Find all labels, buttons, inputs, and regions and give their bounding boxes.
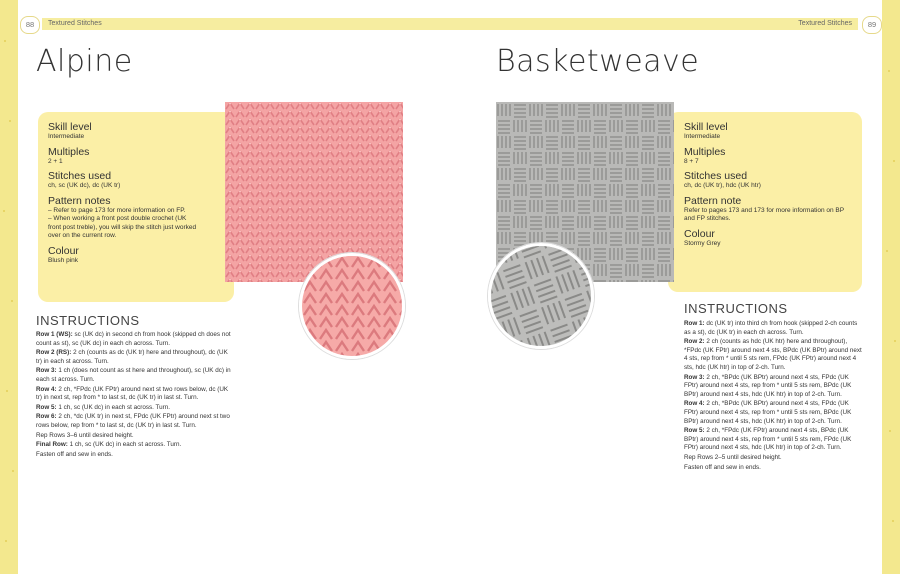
basketweave-info-panel [668, 112, 862, 292]
instruction-row [684, 374, 862, 400]
page-number-left: 88 [20, 16, 40, 34]
alpine-closeup-circle [299, 253, 405, 359]
colour-value: Stormy Grey [684, 239, 721, 247]
colour-heading: Colour [684, 227, 715, 240]
instruction-row [684, 320, 862, 337]
instruction-row [36, 386, 234, 403]
row-text: 2 ch, *BPdc (UK BPtr) around next 4 sts, FPdc (UK FPtr) around next 4 sts, rep from * until 5 sts rem, BPdc (UK BPtr) around next 4 sts, hdc (UK htr) in top of 2-ch. Turn. [684, 400, 852, 425]
row-text: 2 ch, *dc (UK tr) in next st, FPdc (UK FPtr) around next st two rows below, rep from * to last st, dc (UK tr) in last st. Turn. [36, 413, 230, 429]
instruction-row [684, 427, 862, 453]
row-text: 2 ch, *FPdc (UK FPtr) around next st two rows below, dc (UK tr) in next st, rep from * to last st, dc (UK tr) in last st. Turn. [36, 385, 229, 402]
basketweave-instructions [684, 320, 862, 473]
alpine-instructions-heading: INSTRUCTIONS [36, 313, 140, 328]
row-label: Row 3: [36, 367, 57, 375]
instruction-row [36, 331, 234, 348]
stitches-value: ch, sc (UK dc), dc (UK tr) [48, 182, 121, 189]
row-label: Final Row: [36, 441, 68, 449]
colour-heading: Colour [48, 244, 79, 257]
pattern-note-1: – Refer to page 173 for more information on FP. [48, 206, 186, 214]
left-page-edge [0, 0, 18, 574]
row-text: 1 ch, sc (UK dc) in each st across. Turn. [56, 403, 171, 411]
instruction-row [36, 367, 234, 384]
skill-level-heading: Skill level [684, 121, 728, 133]
row-label: Row 6: [36, 413, 57, 421]
instruction-row [36, 349, 234, 366]
alpine-info-panel [38, 112, 234, 302]
row-label: Row 2 (RS): [36, 349, 72, 357]
instruction-row [684, 454, 862, 463]
multiples-heading: Multiples [48, 145, 90, 158]
instruction-row [36, 451, 234, 460]
row-label: Row 5: [684, 427, 705, 435]
right-page-edge [882, 0, 900, 574]
page-number-right: 89 [862, 16, 882, 34]
instruction-row [36, 413, 234, 430]
stitches-heading: Stitches used [684, 170, 748, 182]
row-label: Row 1 (WS): [36, 331, 73, 338]
colour-value: Blush pink [48, 256, 78, 264]
alpine-swatch-photo [225, 102, 403, 282]
running-head-right: Textured Stitches [450, 18, 858, 30]
row-label: Row 4: [684, 400, 705, 408]
row-label: Row 2: [684, 338, 705, 346]
basketweave-instructions-heading: INSTRUCTIONS [684, 301, 788, 316]
stitches-value: ch, dc (UK tr), hdc (UK htr) [684, 182, 761, 189]
basketweave-title: Basketweave [496, 44, 700, 79]
multiples-heading: Multiples [684, 145, 726, 158]
row-label: Row 4: [36, 385, 57, 393]
pattern-notes-heading: Pattern notes [48, 194, 111, 207]
row-label: Row 5: [36, 403, 57, 411]
row-text: 2 ch (counts as hdc (UK htr) here and throughout), *FPdc (UK FPtr) around next 4 sts, BPdc (UK BPtr) around next 4 sts, rep from * until 5 sts rem, FPdc (UK FPtr) around next 4 sts, hdc (UK htr) in top of 2-ch. Turn. [684, 338, 862, 371]
skill-level-value: Intermediate [48, 133, 85, 140]
running-head-left: Textured Stitches [42, 18, 450, 30]
instruction-row [684, 338, 862, 372]
row-label: Row 1: [684, 320, 705, 327]
row-text: Fasten off and sew in ends. [36, 450, 113, 458]
basketweave-closeup-circle [488, 243, 594, 349]
instruction-row [684, 464, 862, 473]
row-text: 1 ch (does not count as st here and throughout), sc (UK dc) in each st across. Turn. [36, 367, 231, 383]
instruction-row [36, 432, 234, 441]
row-text: Fasten off and sew in ends. [684, 463, 761, 471]
instruction-row [36, 441, 234, 450]
row-text: 2 ch, *BPdc (UK BPtr) around next 4 sts, FPdc (UK FPtr) around next 4 sts, rep from * until 5 sts rem, BPdc (UK BPtr) around next 4 sts, hdc (UK htr) in top of 2-ch. Turn. [684, 373, 852, 398]
stitches-heading: Stitches used [48, 170, 112, 182]
skill-level-value: Intermediate [684, 133, 721, 140]
alpine-title: Alpine [36, 44, 133, 79]
row-text: 1 ch, sc (UK dc) in each st across. Turn. [67, 441, 182, 449]
pattern-note-value: Refer to pages 173 and 173 for more information on BP and FP stitches. [684, 206, 844, 222]
row-text: Rep Rows 3–6 until desired height. [36, 431, 134, 439]
pattern-note-2: – When working a front post double crochet (UK front post treble), you will skip the stitch just worked over on the current row. [48, 215, 197, 239]
multiples-value: 2 + 1 [48, 157, 63, 165]
pattern-note-heading: Pattern note [684, 194, 742, 207]
right-page [450, 0, 882, 574]
skill-level-heading: Skill level [48, 121, 92, 133]
instruction-row [36, 404, 234, 413]
row-text: 2 ch (counts as dc (UK tr) here and throughout), dc (UK tr) in each st across. Turn. [36, 349, 228, 365]
row-text: 2 ch, *FPdc (UK FPtr) around next 4 sts, BPdc (UK BPtr) around next 4 sts, rep from * until 5 sts rem, FPdc (UK FPtr) around next 4 sts, hdc (UK htr) in top of 2-ch. Turn. [684, 427, 852, 452]
instruction-row [684, 400, 862, 426]
row-text: sc (UK dc) in second ch from hook (skipped ch does not count as st), sc (UK dc) in each ch across. Turn. [36, 331, 231, 347]
row-text: dc (UK tr) into third ch from hook (skipped 2-ch counts as a st), dc (UK tr) in each ch across. Turn. [684, 320, 858, 336]
multiples-value: 8 + 7 [684, 157, 699, 165]
row-label: Row 3: [684, 373, 705, 381]
alpine-instructions [36, 331, 234, 460]
row-text: Rep Rows 2–5 until desired height. [684, 453, 782, 461]
left-page [18, 0, 450, 574]
